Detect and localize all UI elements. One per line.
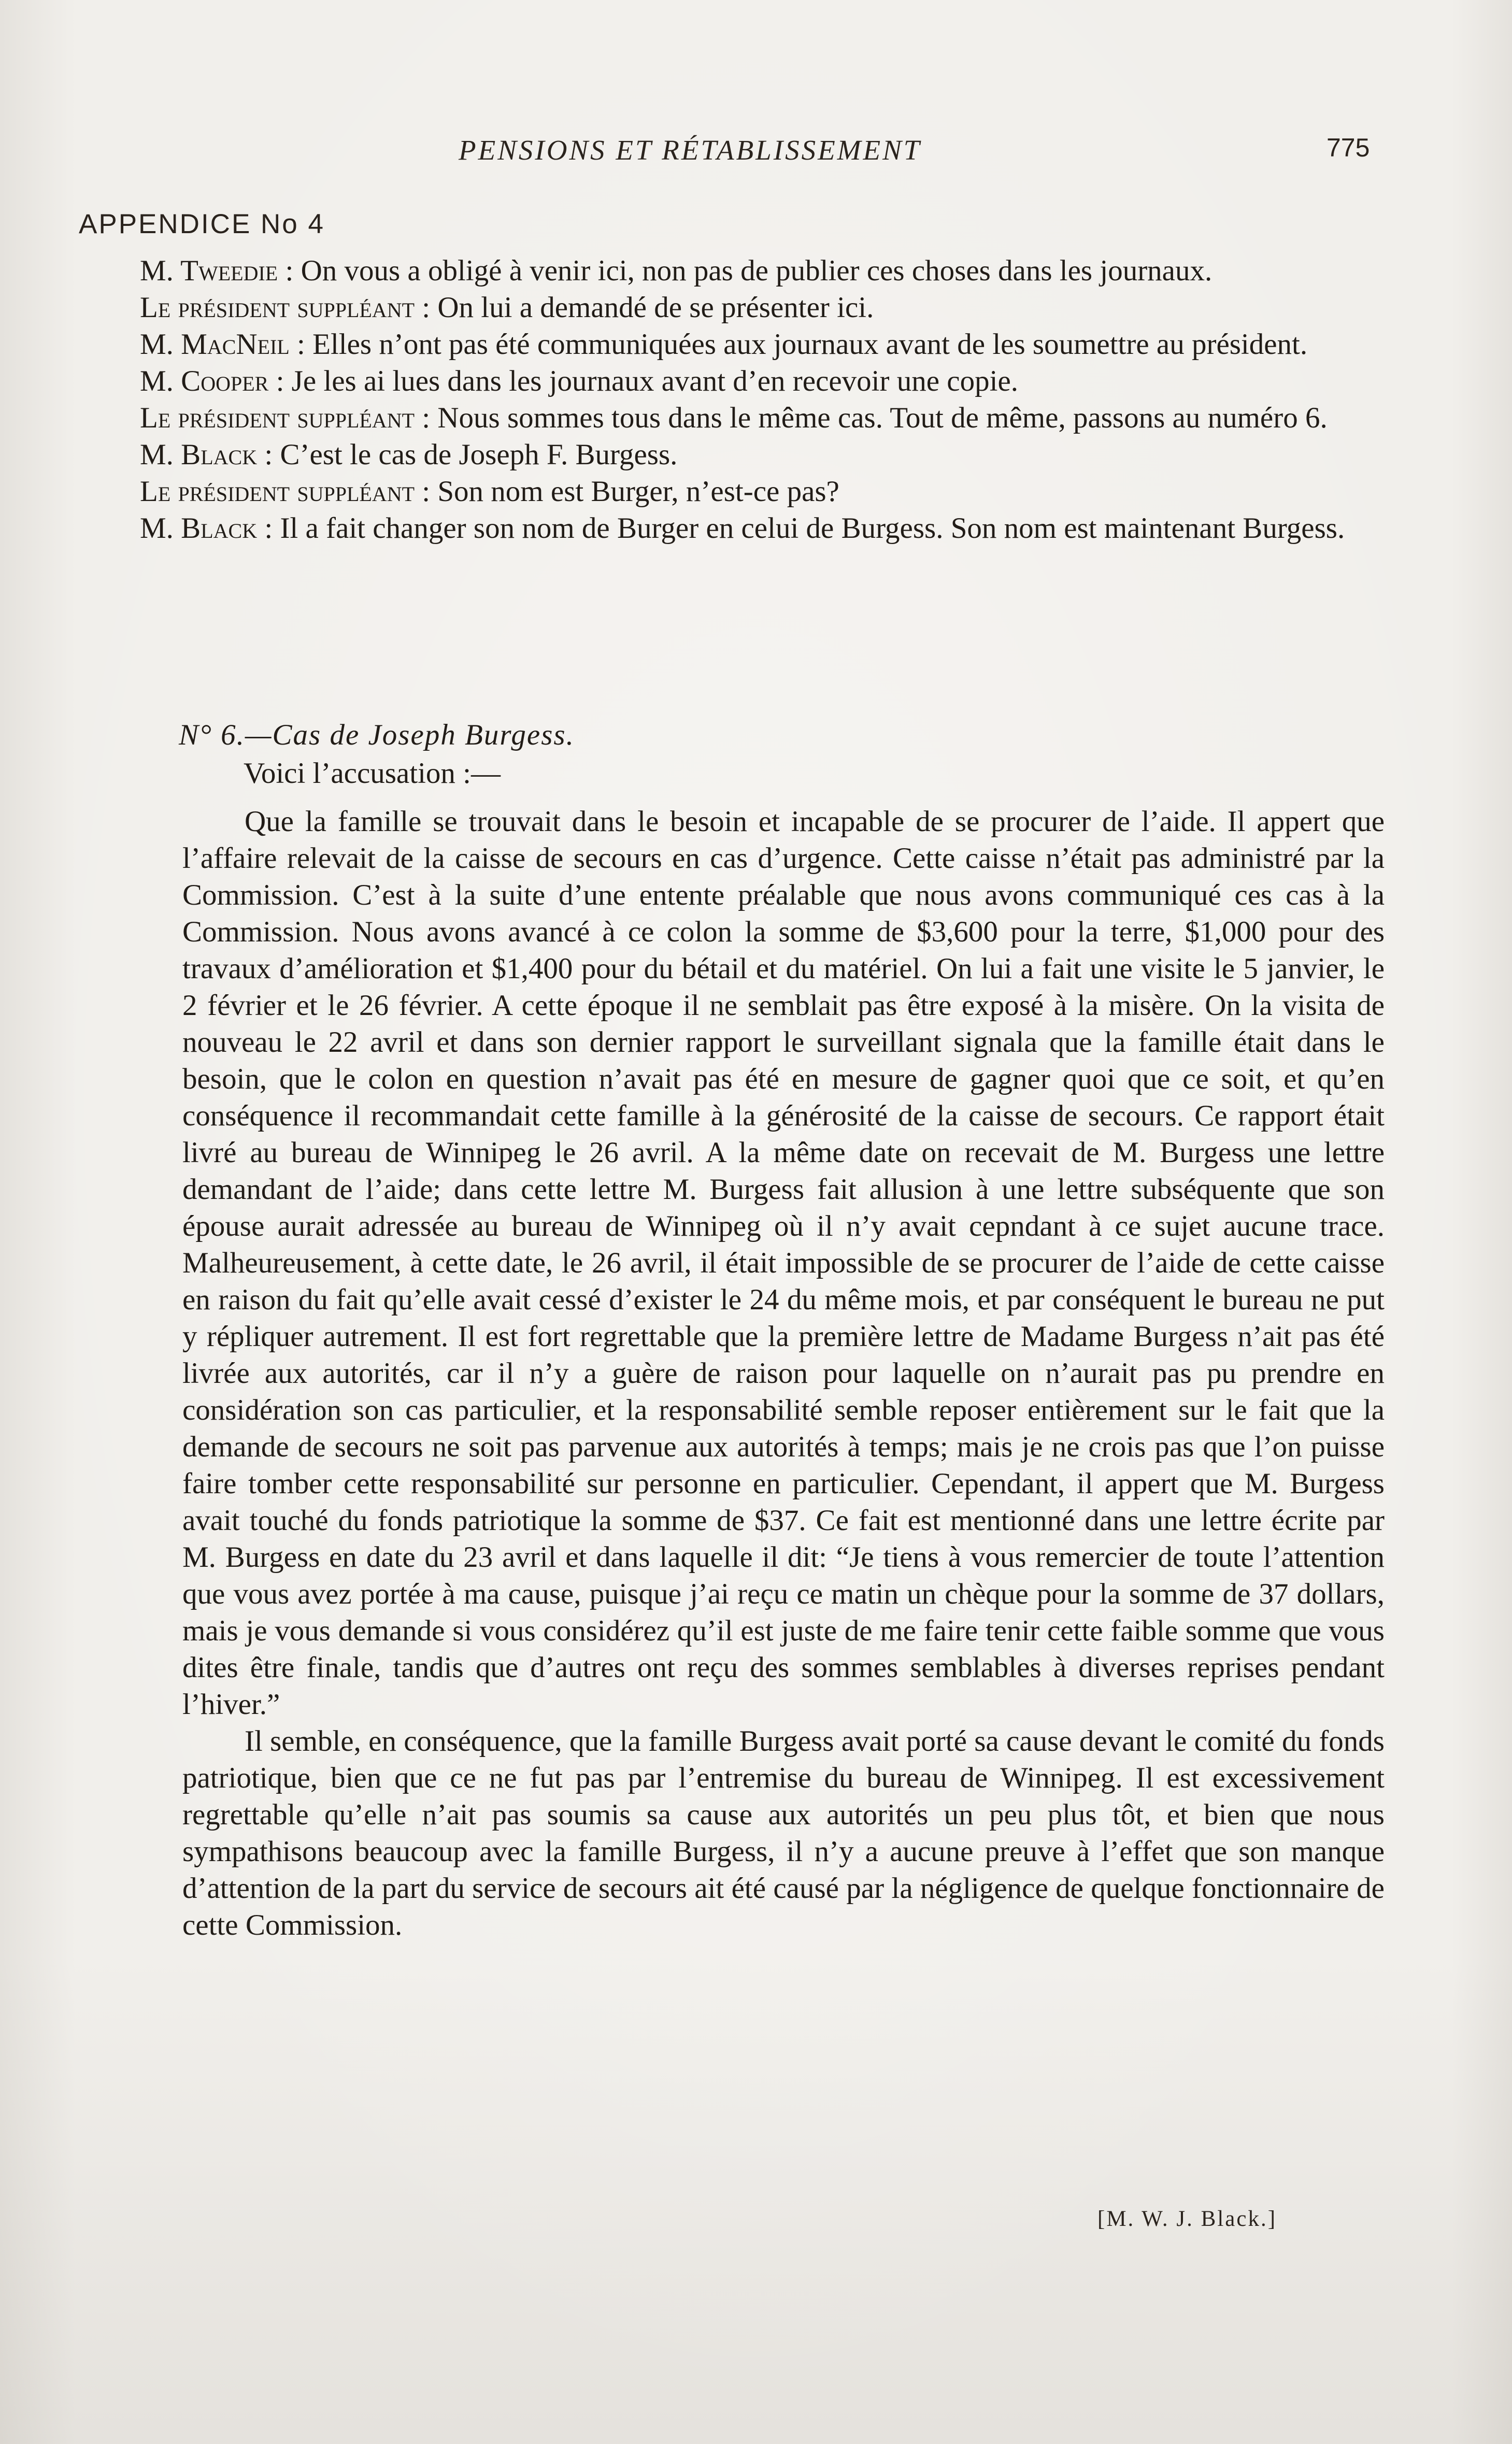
speech: Nous sommes tous dans le même cas. Tout de même, passons au numéro 6. bbox=[430, 402, 1328, 434]
dialogue-paragraph bbox=[78, 399, 1376, 436]
dialogue-paragraph bbox=[78, 289, 1376, 326]
appendix-label: APPENDICE No 4 bbox=[79, 209, 325, 239]
speaker: Le président suppléant : bbox=[140, 402, 431, 434]
speaker: M. Black : bbox=[140, 438, 273, 471]
dialogue-paragraph bbox=[78, 252, 1376, 289]
speech: Son nom est Burger, n’est-ce pas? bbox=[430, 475, 839, 508]
signature: [M. W. J. Black.] bbox=[1097, 2207, 1277, 2231]
page-number: 775 bbox=[1326, 133, 1370, 162]
page-header bbox=[0, 134, 1512, 170]
speech: On vous a obligé à venir ici, non pas de publier ces choses dans les journaux. bbox=[293, 254, 1213, 287]
dialogue-block bbox=[78, 252, 1376, 547]
speaker: M. MacNeil : bbox=[140, 328, 305, 361]
speech: Je les ai lues dans les journaux avant d’en recevoir une copie. bbox=[284, 365, 1018, 397]
speech: Il a fait changer son nom de Burger en celui de Burgess. Son nom est maintenant Burgess. bbox=[273, 512, 1345, 545]
dialogue-paragraph bbox=[78, 326, 1376, 363]
speaker: M. Tweedie : bbox=[140, 254, 294, 287]
speaker: Le président suppléant : bbox=[140, 475, 431, 508]
dialogue-paragraph bbox=[78, 436, 1376, 473]
dialogue-paragraph bbox=[78, 473, 1376, 510]
speech: Elles n’ont pas été communiquées aux journaux avant de les soumettre au président. bbox=[305, 328, 1308, 361]
speaker: M. Black : bbox=[140, 512, 273, 545]
dialogue-paragraph bbox=[78, 363, 1376, 399]
speaker: M. Cooper : bbox=[140, 365, 284, 397]
accusation-quote bbox=[182, 803, 1385, 1943]
speech: C’est le cas de Joseph F. Burgess. bbox=[273, 438, 678, 471]
accusation-intro: Voici l’accusation :— bbox=[244, 757, 501, 790]
dialogue-paragraph bbox=[78, 510, 1376, 547]
case-heading: N° 6.—Cas de Joseph Burgess. bbox=[179, 719, 575, 751]
quote-paragraph: Que la famille se trouvait dans le besoin et incapable de se procurer de l’aide. Il appert que l’affaire relevait de la caisse de secours en cas d’urgence. Cette caisse n’était pas administré par la Commission. C’est à la suite d’une entente préalable que nous avons communiqué ces cas à la Commission. Nous avons avancé à ce colon la somme de $3,600 pour la terre, $1,000 pour des travaux d’amélioration et $1,400 pour du bétail et du matériel. On lui a fait une visite le 5 janvier, le 2 février et le 26 février. A cette époque il ne semblait pas être exposé à la misère. On la visita de nouveau le 22 avril et dans son dernier rapport le surveillant signala que la famille était dans le besoin, que le colon en question n’avait pas été en mesure de gagner quoi que ce soit, et qu’en conséquence il recommandait cette famille à la générosité de la caisse de secours. Ce rapport était livré au bureau de Winnipeg le 26 avril. A la même date on recevait de M. Burgess une lettre demandant de l’aide; dans cette lettre M. Burgess fait allusion à une lettre subséquente que son épouse aurait adressée au bureau de Winnipeg où il n’y avait cepndant à ce sujet aucune trace. Malheureusement, à cette date, le 26 avril, il était impossible de se procurer de l’aide de cette caisse en raison du fait qu’elle avait cessé d’exister le 24 du même mois, et par conséquent le bureau ne put y répliquer autrement. Il est fort regrettable que la première lettre de Madame Burgess n’ait pas été livrée aux autorités, car il n’y a guère de raison pour laquelle on n’aurait pas pu prendre en considération son cas particulier, et la responsabilité semble reposer entièrement sur le fait que la demande de secours ne soit pas parvenue aux autorités à temps; mais je ne crois pas que l’on puisse faire tomber cette responsabilité sur personne en particulier. Cependant, il appert que M. Burgess avait touché du fonds patriotique la somme de $37. Ce fait est mentionné dans une lettre écrite par M. Burgess en date du 23 avril et dans laquelle il dit: “Je tiens à vous remercier de toute l’attention que vous avez portée à ma cause, puisque j’ai reçu ce matin un chèque pour la somme de 37 dollars, mais je vous demande si vous considérez qu’il est juste de me faire tenir cette faible somme que vous dites être finale, tandis que d’autres ont reçu des sommes semblables à diverses reprises pendant l’hiver.” bbox=[182, 805, 1385, 1721]
speech: On lui a demandé de se présenter ici. bbox=[430, 291, 874, 324]
running-title: PENSIONS ET RÉTABLISSEMENT bbox=[459, 134, 922, 166]
speaker: Le président suppléant : bbox=[140, 291, 431, 324]
quote-paragraph: Il semble, en conséquence, que la famille Burgess avait porté sa cause devant le comité du fonds patriotique, bien que ce ne fut pas par l’entremise du bureau de Winnipeg. Il est excessivement regrettable qu’elle n’ait pas soumis sa cause aux autorités un peu plus tôt, et bien que nous sympathisons beaucoup avec la famille Burgess, il n’y a aucune preuve à l’effet que son manque d’attention de la part du service de secours ait été causé par la négligence de quelque fonctionnaire de cette Commission. bbox=[182, 1725, 1385, 1941]
